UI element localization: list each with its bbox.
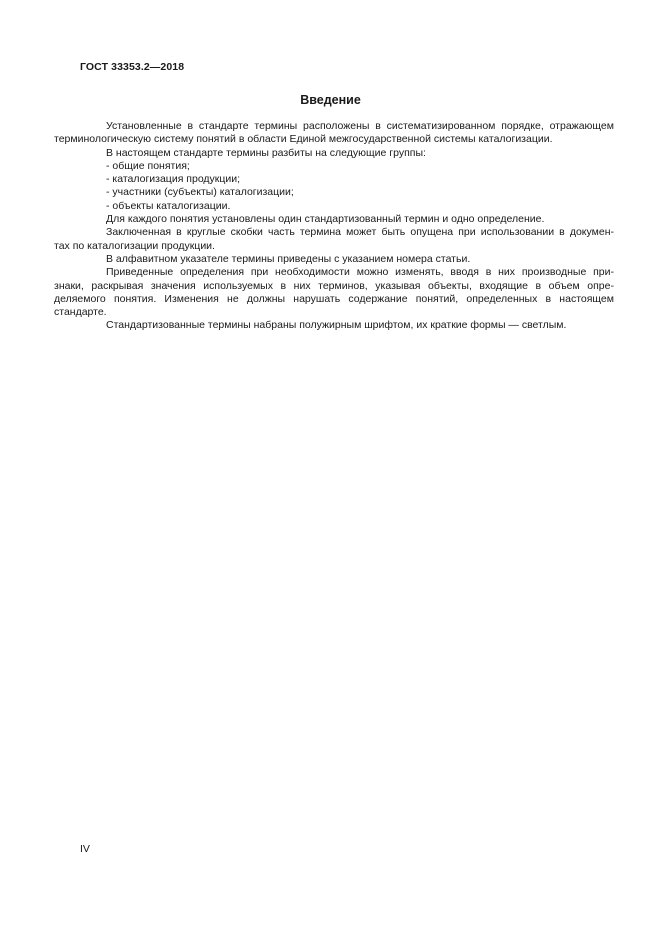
document-code: ГОСТ 33353.2—2018 [80,61,185,73]
paragraph-line: терминологическую систему понятий в области Единой межгосударственной системы каталогизации. [54,133,553,146]
group-item: - участники (субъекты) каталогизации; [106,186,294,199]
introduction-body [54,120,614,333]
paragraph-index: В алфавитном указателе термины приведены с указанием номера статьи. [106,252,471,265]
paragraph-brackets [54,226,614,253]
paragraph-line: стандарте. [54,306,107,319]
paragraph-one-term: Для каждого понятия установлены один стандартизованный термин и одно определение. [106,213,545,226]
paragraph-line: тах по каталогизации продукции. [54,239,215,252]
paragraph-typography: Стандартизованные термины набраны полужирным шрифтом, их краткие формы — светлым. [106,319,567,332]
paragraph-line: деляемого понятия. Изменения не должны нарушать содержание понятий, определенных в настоящем [54,292,614,305]
group-item: - каталогизация продукции; [106,173,241,186]
group-item: - общие понятия; [106,159,190,172]
page-number: IV [80,843,90,855]
paragraph-definitions [54,266,614,319]
paragraph-terms-order [54,120,614,147]
paragraph-groups-intro: В настоящем стандарте термины разбиты на следующие группы: [106,146,426,159]
paragraph-line: Приведенные определения при необходимости можно изменять, вводя в них производные при- [106,266,614,279]
paragraph-line: Установленные в стандарте термины расположены в систематизированном порядке, отражающем [106,120,614,132]
paragraph-line: знаки, раскрывая значения используемых в них терминов, указывая объекты, входящие в объем опре- [54,279,614,292]
group-item: - объекты каталогизации. [106,199,231,212]
paragraph-line: Заключенная в круглые скобки часть термина может быть опущена при использовании в докумен- [106,226,614,239]
section-title: Введение [300,93,361,107]
